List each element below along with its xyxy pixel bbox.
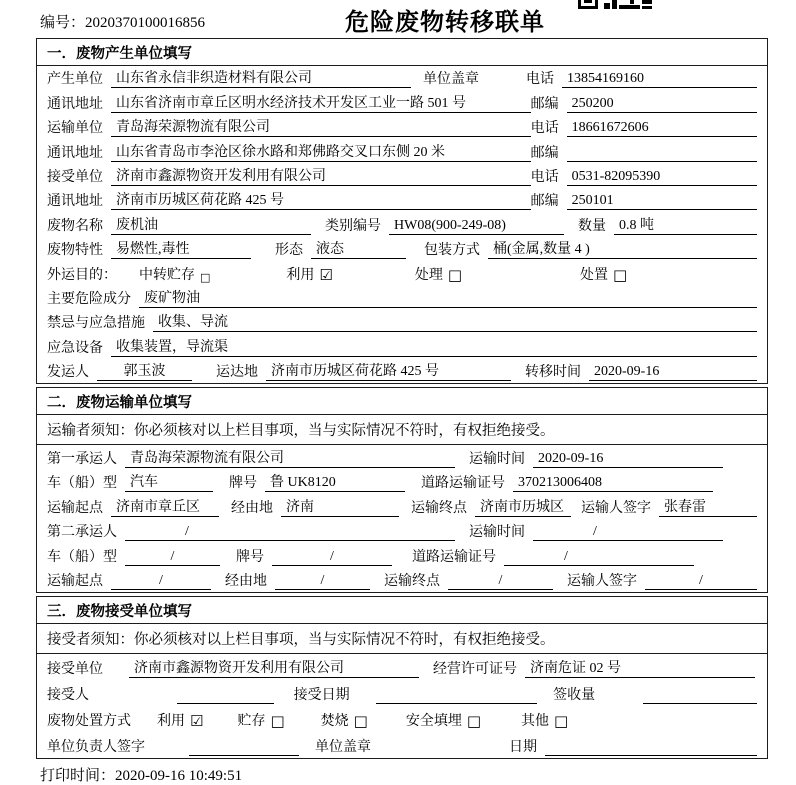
receiver-row	[37, 164, 767, 188]
transporter-row	[37, 115, 767, 139]
receiver-value: 济南市鑫源物资开发利用有限公司	[111, 165, 531, 186]
vehicle1-label: 车（船）型	[47, 476, 117, 492]
taboo-label: 禁忌与应急措施	[47, 316, 145, 332]
plate1-value: 鲁 UK8120	[265, 471, 405, 492]
zip1-label: 邮编	[530, 96, 559, 112]
dest-value: 济南市历城区荷花路 425 号	[266, 360, 511, 381]
producer-row	[37, 66, 767, 90]
carrier2-label: 第二承运人	[47, 525, 117, 541]
sign2-value: /	[645, 573, 757, 590]
phone2-label: 电话	[530, 121, 559, 137]
purpose-option-treat	[415, 264, 462, 284]
phone1-label: 电话	[526, 72, 554, 88]
serial-label: 编号：	[40, 15, 86, 31]
carrier2-value: /	[125, 524, 455, 541]
disposal-store-label: 贮存	[237, 714, 266, 730]
origin1-label: 运输起点	[47, 500, 103, 516]
taboo-value: 收集、导流	[153, 311, 757, 332]
vehicle1-value: 汽车	[125, 471, 213, 492]
time1-value: 2020-09-16	[533, 451, 723, 468]
permit-label: 经营许可证号	[433, 662, 517, 678]
date2-value	[545, 755, 757, 756]
quantity-label: 数量	[578, 218, 606, 234]
receive-person-row	[37, 680, 767, 706]
purpose-utilize-label: 利用	[286, 267, 315, 283]
end1-value: 济南市历城区	[475, 496, 571, 517]
license2-value: /	[504, 549, 694, 566]
receive-date-label: 接受日期	[293, 688, 350, 704]
disposal-incinerate-label: 焚烧	[320, 714, 349, 730]
waste-name-label: 废物名称	[47, 218, 103, 234]
hazard-row	[37, 286, 767, 310]
hazard-label: 主要危险成分	[47, 291, 131, 307]
checkbox-unchecked-icon: □	[353, 712, 368, 731]
checkbox-checked-icon: ☑	[319, 265, 333, 284]
phone3-value: 0531-82095390	[567, 169, 757, 186]
purpose-dispose-label: 处置	[580, 267, 609, 283]
leader-sign-label: 单位负责人签字	[47, 740, 145, 756]
transfer-time-label: 转移时间	[525, 365, 581, 381]
print-time-label: 打印时间：	[40, 768, 116, 785]
section-transporter	[36, 387, 768, 593]
sign2-label: 运输人签字	[567, 574, 637, 590]
producer-address-row	[37, 90, 767, 114]
plate2-value: /	[272, 549, 392, 566]
second-carrier-row	[37, 519, 767, 544]
receive-unit-label: 接受单位	[47, 662, 103, 678]
receive-unit-row	[37, 654, 767, 680]
receive-person-label: 接受人	[47, 688, 89, 704]
receiver-address-row	[37, 188, 767, 212]
phone1-value: 13854169160	[562, 71, 757, 88]
sign-amount-value	[643, 703, 757, 704]
unit-seal-label: 单位盖章	[423, 72, 479, 88]
unit-seal2-label: 单位盖章	[315, 740, 371, 756]
category-value: HW08(900-249-08)	[389, 218, 564, 235]
purpose-option-utilize	[286, 264, 332, 284]
checkbox-checked-icon: ☑	[190, 712, 204, 731]
packing-label: 包装方式	[424, 243, 480, 259]
time2-value: /	[533, 524, 723, 541]
license2-label: 道路运输证号	[412, 549, 496, 565]
equipment-value: 收集装置，导流渠	[111, 336, 757, 357]
disposal-option-utilize	[157, 710, 203, 730]
carrier1-label: 第一承运人	[47, 451, 117, 467]
license1-value: 370213006408	[513, 475, 713, 492]
zip1-value: 250200	[567, 96, 757, 113]
disposal-utilize-label: 利用	[157, 714, 185, 730]
transporter-label: 运输单位	[47, 121, 103, 137]
transporter-address-row	[37, 139, 767, 163]
form-label: 形态	[275, 243, 303, 259]
route2-row	[37, 568, 767, 593]
end2-value: /	[448, 573, 553, 590]
character-value: 易燃性,毒性	[111, 238, 251, 259]
shipper-value: 郭玉波	[97, 360, 192, 381]
print-time-value: 2020-09-16 10:49:51	[115, 768, 243, 785]
vehicle2-value: /	[125, 549, 220, 566]
packing-value: 桶(金属,数量 4 )	[488, 238, 757, 259]
shipper-row	[37, 359, 767, 383]
section-producer-title: 一．废物产生单位填写	[37, 39, 767, 66]
purpose-transit-label: 中转贮存	[139, 267, 195, 283]
purpose-label: 外运目的：	[47, 267, 117, 283]
leader-sign-row	[37, 732, 767, 758]
character-label: 废物特性	[47, 243, 103, 259]
purpose-row	[37, 261, 767, 285]
end1-label: 运输终点	[411, 500, 467, 516]
disposal-option-store	[237, 710, 284, 730]
producer-value: 山东省永信非织造材料有限公司	[111, 67, 411, 88]
purpose-treat-label: 处理	[414, 267, 443, 283]
transporter-value: 青岛海荣源物流有限公司	[111, 116, 531, 137]
quantity-value: 0.8 吨	[614, 214, 757, 235]
hazard-value: 废矿物油	[139, 287, 757, 308]
taboo-row	[37, 310, 767, 334]
plate2-label: 牌号	[236, 549, 264, 565]
origin2-label: 运输起点	[47, 574, 103, 590]
disposal-option-landfill	[406, 710, 481, 730]
checkbox-unchecked-icon: □	[466, 712, 482, 731]
via2-value: /	[275, 573, 370, 590]
addr1-label: 通讯地址	[47, 96, 103, 112]
disposal-landfill-label: 安全填埋	[405, 714, 462, 730]
print-time-line	[40, 764, 796, 785]
zip2-value	[567, 161, 757, 162]
addr1-value: 山东省济南市章丘区明水经济技术开发区工业一路 501 号	[111, 92, 531, 113]
receive-date-value	[376, 703, 538, 704]
receiver-notice: 接受者须知：你必须核对以上栏目事项，当与实际情况不符时，有权拒绝接受。	[37, 624, 767, 654]
sign1-label: 运输人签字	[581, 500, 651, 516]
permit-value: 济南危证 02 号	[525, 657, 755, 678]
addr3-value: 济南市历城区荷花路 425 号	[111, 189, 531, 210]
zip3-label: 邮编	[530, 194, 559, 210]
waste-character-row	[37, 237, 767, 261]
route1-row	[37, 494, 767, 519]
section-receiver-title: 三．废物接受单位填写	[37, 597, 767, 624]
category-label: 类别编号	[325, 218, 381, 234]
addr3-label: 通讯地址	[47, 194, 103, 210]
time1-label: 运输时间	[469, 451, 525, 467]
plate1-label: 牌号	[229, 476, 257, 492]
origin2-value: /	[111, 573, 211, 590]
disposal-label: 废物处置方式	[47, 714, 131, 730]
transporter-notice: 运输者须知：你必须核对以上栏目事项，当与实际情况不符时，有权拒绝接受。	[37, 415, 767, 445]
disposal-row	[37, 706, 767, 732]
equipment-label: 应急设备	[47, 340, 103, 356]
receiver-label: 接受单位	[47, 169, 103, 185]
via2-label: 经由地	[225, 574, 267, 590]
checkbox-unchecked-icon: □	[270, 712, 285, 731]
end2-label: 运输终点	[384, 574, 440, 590]
license1-label: 道路运输证号	[421, 476, 505, 492]
via1-value: 济南	[281, 496, 399, 517]
zip3-value: 250101	[567, 193, 757, 210]
document-header	[0, 0, 796, 38]
transfer-time-value: 2020-09-16	[589, 364, 757, 381]
vehicle2-row	[37, 543, 767, 568]
addr2-value: 山东省青岛市李沧区徐水路和郑佛路交叉口东侧 20 米	[111, 141, 531, 162]
purpose-option-transit	[139, 264, 210, 284]
leader-sign-value	[189, 755, 299, 756]
vehicle1-row	[37, 470, 767, 495]
time2-label: 运输时间	[469, 525, 525, 541]
via1-label: 经由地	[231, 500, 273, 516]
section-producer	[36, 38, 768, 384]
serial-value: 2020370100016856	[85, 15, 206, 31]
sign-amount-label: 签收量	[553, 688, 596, 704]
section-transporter-title: 二．废物运输单位填写	[37, 388, 767, 415]
waste-name-row	[37, 212, 767, 236]
disposal-option-other	[521, 710, 568, 730]
page-title: 危险废物转移联单	[345, 9, 545, 36]
checkbox-unchecked-icon: □	[613, 265, 628, 284]
producer-label: 产生单位	[47, 72, 103, 88]
checkbox-unchecked-icon: □	[554, 712, 569, 731]
carrier1-value: 青岛海荣源物流有限公司	[125, 447, 455, 468]
serial-number-line	[40, 11, 205, 32]
disposal-option-incinerate	[321, 710, 368, 730]
vehicle2-label: 车（船）型	[47, 549, 117, 565]
checkbox-unchecked-icon: □	[200, 270, 211, 284]
purpose-option-dispose	[580, 264, 627, 284]
zip2-label: 邮编	[530, 145, 559, 161]
equipment-row	[37, 334, 767, 358]
dest-label: 运达地	[216, 365, 258, 381]
waste-name-value: 废机油	[111, 214, 311, 235]
section-receiver	[36, 596, 768, 759]
disposal-other-label: 其他	[521, 714, 550, 730]
addr2-label: 通讯地址	[47, 145, 103, 161]
receive-unit-value: 济南市鑫源物资开发利用有限公司	[129, 657, 419, 678]
origin1-value: 济南市章丘区	[111, 496, 219, 517]
sign1-value: 张春雷	[659, 496, 757, 517]
form-value: 液态	[311, 238, 406, 259]
qr-code-fragment-icon	[578, 0, 652, 9]
first-carrier-row	[37, 445, 767, 470]
checkbox-unchecked-icon: □	[447, 265, 463, 284]
receive-person-value	[177, 703, 274, 704]
date2-label: 日期	[509, 740, 537, 756]
phone2-value: 18661672606	[567, 120, 757, 137]
phone3-label: 电话	[530, 169, 559, 185]
shipper-label: 发运人	[47, 365, 89, 381]
